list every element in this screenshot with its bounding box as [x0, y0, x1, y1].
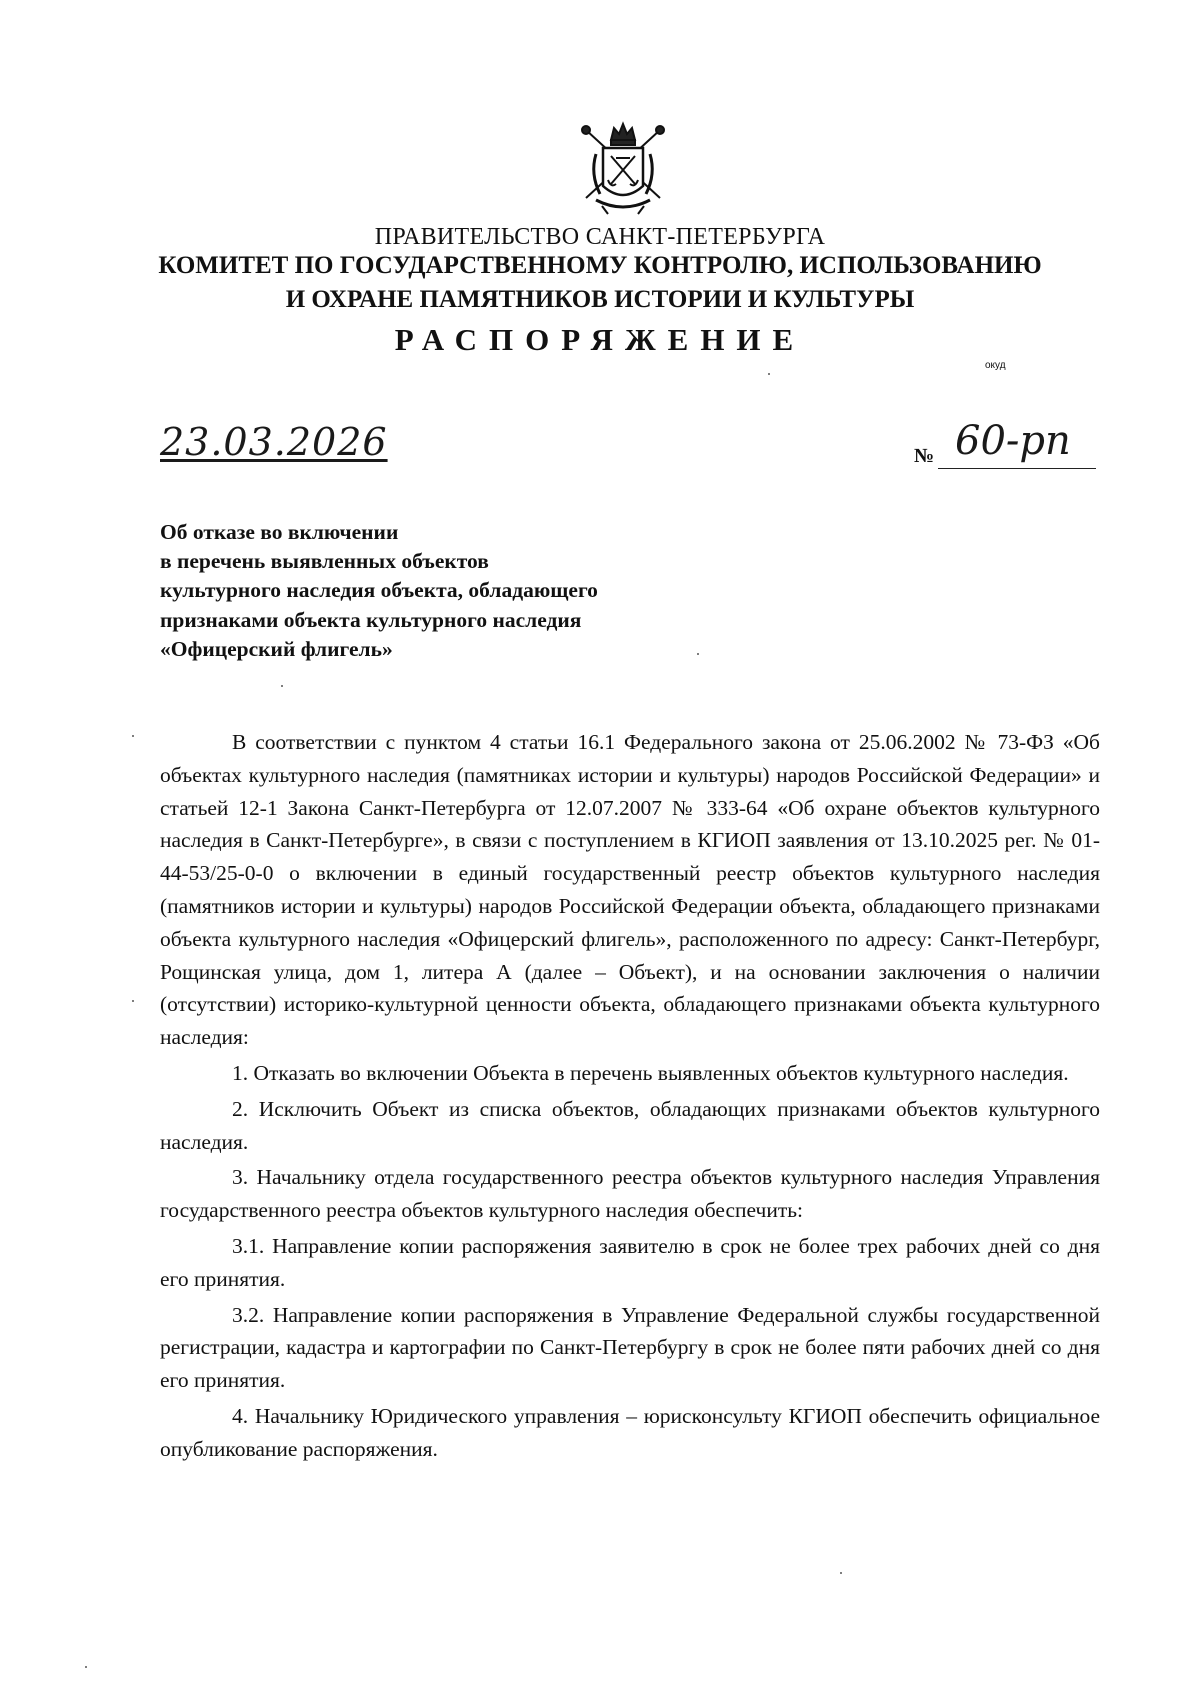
subject-line: в перечень выявленных объектов	[160, 549, 489, 574]
number-sign: №	[914, 445, 935, 467]
scan-speck	[697, 653, 699, 655]
order-item-3-2: 3.2. Направление копии распоряжения в Управление Федеральной службы государственной регистрации, кадастра и картографии по Санкт-Петербургу в срок не более пяти рабочих дней со дня его принятия.	[160, 1302, 1100, 1393]
order-item-2: 2. Исключить Объект из списка объектов, обладающих признаками объектов культурного наследия.	[160, 1096, 1100, 1154]
preamble-paragraph: В соответствии с пунктом 4 статьи 16.1 Федерального закона от 25.06.2002 № 73-ФЗ «Об объектах культурного наследия (памятниках истории и культуры) народов Российской Федерации» и статьей 12-1 Закона Санкт-Петербурга от 12.07.2007 № 333-64 «Об охране объектов культурного наследия в Санкт-Петербурге», в связи с поступлением в КГИОП заявления от 13.10.2025 рег. № 01-44-53/25-0-0 о включении в единый государственный реестр объектов культурного наследия (памятников истории и культуры) народов Российской Федерации объекта, обладающего признаками объекта культурного наследия «Офицерский флигель», расположенного по адресу: Санкт-Петербург, Рощинская улица, дом 1, литера А (далее – Объект), и на основании заключения о наличии (отсутствии) историко-культурной ценности объекта, обладающего признаками объекта культурного наследия:	[160, 730, 1100, 1050]
document-number: 60-рп	[955, 418, 1071, 464]
order-item-1: 1. Отказать во включении Объекта в перечень выявленных объектов культурного наследия.	[232, 1060, 1069, 1085]
committee-name-line-2: И ОХРАНЕ ПАМЯТНИКОВ ИСТОРИИ И КУЛЬТУРЫ	[285, 286, 915, 313]
scan-speck	[840, 1572, 842, 1574]
scan-speck	[281, 685, 283, 687]
scan-speck	[768, 373, 770, 375]
order-item-4: 4. Начальнику Юридического управления – юрисконсульту КГИОП обеспечить официальное опубликование распоряжения.	[160, 1403, 1100, 1461]
number-underline	[938, 468, 1096, 469]
saint-petersburg-coat-of-arms-icon	[578, 120, 668, 220]
government-name: ПРАВИТЕЛЬСТВО САНКТ-ПЕТЕРБУРГА	[374, 224, 826, 250]
order-item-3-1: 3.1. Направление копии распоряжения заявителю в срок не более трех рабочих дней со дня его принятия.	[160, 1233, 1100, 1291]
document-type-title: РАСПОРЯЖЕНИЕ	[394, 322, 806, 357]
scan-speck	[132, 1000, 134, 1002]
subject-line: признаками объекта культурного наследия	[160, 607, 582, 632]
committee-name-line-1: КОМИТЕТ ПО ГОСУДАРСТВЕННОМУ КОНТРОЛЮ, ИСПОЛЬЗОВАНИЮ	[158, 252, 1042, 279]
document-body	[160, 726, 1100, 1466]
subject-line: культурного наследия объекта, обладающего	[160, 578, 598, 603]
subject-line: Об отказе во включении	[160, 520, 399, 544]
order-item-3: 3. Начальнику отдела государственного реестра объектов культурного наследия Управления государственного реестра объектов культурного наследия обеспечить:	[160, 1165, 1100, 1223]
scan-speck	[132, 735, 134, 737]
subject-line: «Офицерский флигель»	[160, 636, 393, 661]
document-subject	[160, 518, 598, 664]
okud-label: окуд	[985, 360, 1006, 371]
document-date: 23.03.2026	[160, 420, 388, 464]
scan-speck	[85, 1666, 87, 1668]
